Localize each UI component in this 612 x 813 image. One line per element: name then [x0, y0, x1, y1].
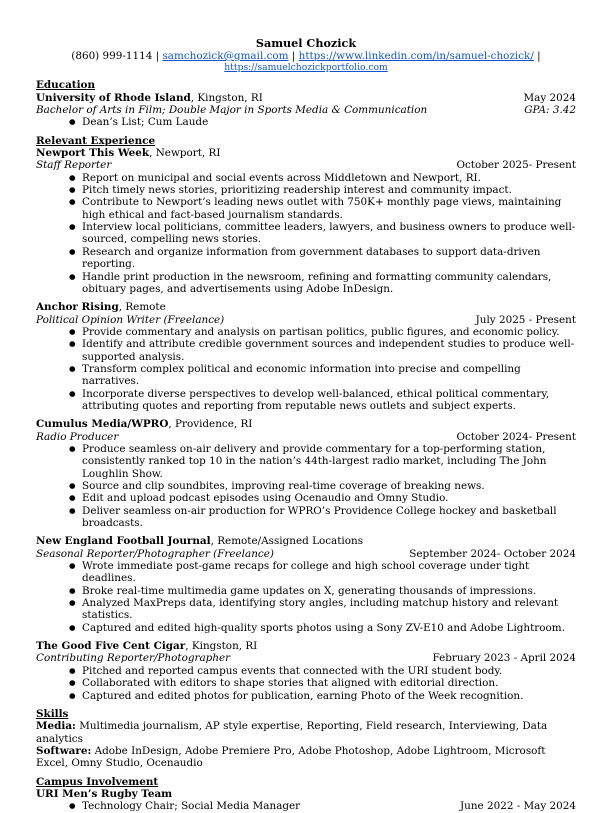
list-item: ● Report on municipal and social events across Middletown and Newport, RI. [69, 172, 576, 184]
list-item: ● Edit and upload podcast episodes using Ocenaudio and Omny Studio. [69, 492, 576, 504]
job-entry [36, 301, 576, 412]
job-location: , Remote [118, 301, 166, 314]
job-bullets [36, 443, 576, 529]
job-location: , Kingston, RI [185, 640, 258, 653]
job-org: The Good Five Cent Cigar [36, 640, 186, 653]
job-date: October 2025- Present [456, 159, 576, 172]
skills-section [36, 708, 576, 770]
list-item: ● Wrote immediate post-game recaps for college and high school coverage under tight deadlines. [69, 560, 576, 585]
campus-org: URI Men’s Rugby Team [36, 787, 173, 800]
job-location: , Providence, RI [168, 418, 253, 431]
list-item: ● Technology Chair; Social Media Manager [69, 800, 460, 812]
job-org: Cumulus Media/WPRO [36, 418, 169, 431]
degree: Bachelor of Arts in Film; Double Major in Sports Media & Communication [36, 104, 428, 117]
separator: | [155, 50, 160, 62]
experience-heading: Relevant Experience [36, 134, 156, 147]
job-role: Radio Producer [36, 430, 119, 443]
job-bullets [36, 665, 576, 702]
skill-label: Software: [36, 744, 92, 757]
job-role-row [36, 159, 576, 171]
job-date: October 2024- Present [456, 430, 576, 443]
degree-row [36, 104, 576, 116]
contact-line [36, 50, 576, 62]
list-item: ● Analyzed MaxPreps data, identifying story angles, including matchup history and relevant statistics. [69, 597, 576, 622]
job-header [36, 147, 576, 159]
job-date: July 2025 - Present [475, 313, 576, 326]
job-header [36, 301, 576, 313]
job-header [36, 535, 576, 547]
education-bullets [36, 116, 576, 128]
job-entry [36, 640, 576, 702]
list-item: ● Produce seamless on-air delivery and provide commentary for a top-performing station, consistently ranked top 10 in the nation’s 44th-largest radio market, including The John Loughlin Show. [69, 443, 576, 480]
job-bullets [36, 560, 576, 634]
skill-label: Media: [36, 720, 76, 733]
job-role-row [36, 314, 576, 326]
school-name: University of Rhode Island [36, 91, 191, 104]
campus-date: June 2022 - May 2024 [459, 800, 576, 813]
phone-number: (860) 999-1114 [71, 50, 153, 62]
list-item: ● Handle print production in the newsroom, refining and formatting community calendars, obituary pages, and advertisements using Adobe InDesign. [69, 271, 576, 296]
separator: | [537, 50, 541, 62]
job-entry [36, 418, 576, 529]
experience-section [36, 135, 576, 702]
gpa: GPA: 3.42 [524, 104, 576, 117]
list-item: ● Pitched and reported campus events that connected with the URI student body. [69, 665, 576, 677]
skills-software [36, 745, 576, 770]
job-role-row [36, 652, 576, 664]
school-location: , Kingston, RI [190, 91, 263, 104]
campus-section [36, 776, 576, 813]
skills-media [36, 720, 576, 745]
campus-heading: Campus Involvement [36, 775, 159, 788]
list-item: ● Captured and edited photos for publication, earning Photo of the Week recognition. [69, 690, 576, 702]
job-header [36, 640, 576, 652]
job-date: September 2024- October 2024 [409, 547, 576, 560]
list-item: ● Deliver seamless on-air production for WPRO’s Providence College hockey and basketball broadcasts. [69, 505, 576, 530]
linkedin-link[interactable]: https://www.linkedin.com/in/samuel-chozick/ [298, 50, 534, 62]
job-bullets [36, 326, 576, 412]
job-location: , Remote/Assigned Locations [210, 535, 364, 548]
list-item: ● Broke real-time multimedia game updates on X, generating thousands of impressions. [69, 585, 576, 597]
job-header [36, 418, 576, 430]
list-item: ● Captured and edited high-quality sports photos using a Sony ZV-E10 and Adobe Lightroom. [69, 622, 576, 634]
list-item: ● Transform complex political and economic information into precise and compelling narratives. [69, 363, 576, 388]
list-item: ● Dean’s List; Cum Laude [69, 116, 576, 128]
skill-list: Multimedia journalism, AP style expertise, Reporting, Field research, Interviewing, Data analytics [36, 720, 548, 745]
job-role: Political Opinion Writer (Freelance) [36, 313, 225, 326]
list-item: ● Incorporate diverse perspectives to develop well-balanced, ethical political commentary, attributing quotes and reporting from reputable news outlets and subject experts. [69, 388, 576, 413]
list-item: ● Provide commentary and analysis on partisan politics, public figures, and economic policy. [69, 326, 576, 338]
list-item: ● Contribute to Newport’s leading news outlet with 750K+ monthly page views, maintaining high ethical and fact-based journalism standards. [69, 196, 576, 221]
education-section [36, 79, 576, 128]
campus-bullets [36, 800, 460, 812]
separator: | [291, 50, 296, 62]
email-link[interactable]: samchozick@gmail.com [162, 50, 289, 62]
list-item: ● Identify and attribute credible government sources and independent studies to produce well-supported analysis. [69, 338, 576, 363]
job-org: Newport This Week [36, 147, 150, 160]
job-org: New England Football Journal [36, 535, 211, 548]
job-entry [36, 147, 576, 295]
job-date: February 2023 - April 2024 [432, 652, 576, 665]
job-role-row [36, 548, 576, 560]
list-item: ● Source and clip soundbites, improving real-time coverage of breaking news. [69, 480, 576, 492]
job-role: Contributing Reporter/Photographer [36, 652, 231, 665]
graduation-date: May 2024 [523, 91, 576, 104]
campus-row [36, 800, 576, 812]
job-role-row [36, 431, 576, 443]
list-item: ● Interview local politicians, committee leaders, lawyers, and business owners to produce well-sourced, compelling news stories. [69, 221, 576, 246]
job-location: , Newport, RI [149, 147, 221, 160]
job-bullets [36, 172, 576, 295]
job-entry [36, 535, 576, 634]
job-role: Staff Reporter [36, 159, 112, 172]
list-item: ● Research and organize information from government databases to support data-driven reporting. [69, 246, 576, 271]
resume-name: Samuel Chozick [255, 36, 357, 50]
portfolio-link[interactable]: https://samuelchozickportfolio.com [224, 62, 388, 74]
job-role: Seasonal Reporter/Photographer (Freelance) [36, 547, 274, 560]
education-row [36, 92, 576, 104]
list-item: ● Pitch timely news stories, prioritizing readership interest and community impact. [69, 184, 576, 196]
skill-list: Adobe InDesign, Adobe Premiere Pro, Adobe Photoshop, Adobe Lightroom, Microsoft Excel, Omny Studio, Ocenaudio [36, 744, 546, 770]
job-org: Anchor Rising [36, 301, 119, 314]
skills-heading: Skills [36, 707, 69, 720]
portfolio-line [36, 62, 576, 73]
list-item: ● Collaborated with editors to shape stories that aligned with editorial direction. [69, 677, 576, 689]
education-heading: Education [36, 79, 96, 92]
